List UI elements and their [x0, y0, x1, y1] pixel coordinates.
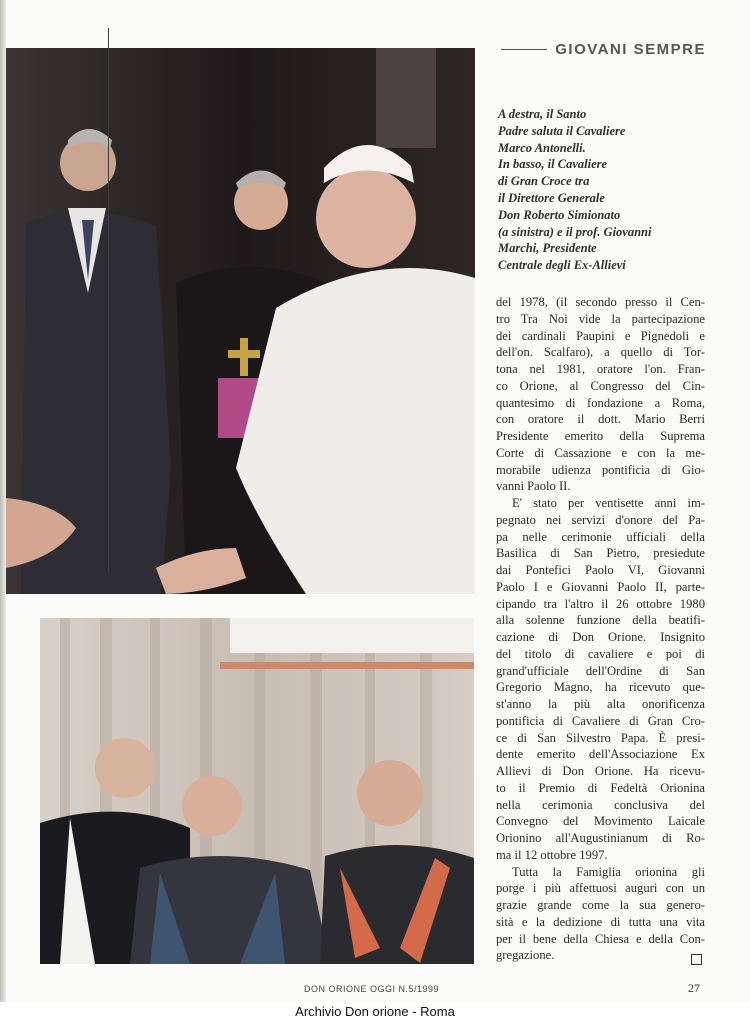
photo-group-ceremony-image	[40, 618, 474, 964]
article-line: tona nel 1981, oratore l'on. Fran-	[496, 362, 705, 376]
article-line: Corte di Cassazione e con la me-	[496, 445, 705, 460]
article-line: alla solenne funzione della beatifi-	[496, 613, 705, 628]
article-line: Orionino all'Augustinianum di Ro-	[496, 831, 705, 845]
photo-caption	[498, 106, 713, 274]
caption-line: (a sinistra) e il prof. Giovanni	[498, 224, 652, 239]
article-line: Convegno del Movimento Laicale	[496, 814, 705, 829]
article-line: E' stato per ventisette anni im-	[512, 496, 705, 510]
article-line: nella cerimonia conclusiva del	[496, 797, 705, 812]
photo-group-ceremony	[40, 618, 474, 964]
caption-line: Centrale degli Ex-Allievi	[498, 258, 626, 273]
header-rule	[501, 49, 547, 50]
caption-line: Marco Antonelli.	[498, 140, 586, 155]
article-line: Gregorio Magno, ha ricevuto que-	[496, 680, 705, 695]
caption-line: di Gran Croce tra	[498, 174, 590, 189]
article-line: dei cardinali Paupini e Pignedoli e	[496, 328, 705, 343]
archive-label: Archivio Don orione - Roma	[295, 1004, 455, 1019]
article-line: sità e la dedizione di tutta una vita	[496, 914, 705, 929]
article-line: per il bene della Chiesa e della Con-	[496, 931, 705, 946]
article-line: del 1978, (il secondo presso il Cen-	[496, 295, 705, 309]
caption-line: il Direttore Generale	[498, 190, 605, 205]
article-line: dell'on. Scalfaro), a quello di Tor-	[496, 345, 705, 360]
article-line: ma il 12 ottobre 1997.	[496, 847, 608, 862]
article-line: st'anno la più alta onorificenza	[496, 697, 705, 711]
article-line: Tutta la Famiglia orionina gli	[512, 864, 705, 879]
article-line: dente emerito dell'Associazione Ex	[496, 747, 705, 762]
article-line: con oratore il dott. Mario Berri	[496, 412, 705, 427]
article-line: del titolo di cavaliere e poi di	[496, 646, 705, 661]
caption-line: A destra, il Santo	[498, 107, 587, 121]
article-line: morabile udienza pontificia di Gio-	[496, 462, 705, 477]
article-line: pa nelle cerimonie ufficiali della	[496, 529, 705, 544]
gutter-line	[108, 28, 109, 573]
section-title: GIOVANI SEMPRE	[555, 40, 706, 58]
article-body	[496, 294, 705, 964]
article-line: cipando tra l'altro il 26 ottobre 1980	[496, 596, 705, 611]
caption-line: In basso, il Cavaliere	[498, 157, 608, 172]
article-line: dai Pontefici Paolo VI, Giovanni	[496, 563, 705, 577]
article-line: Paolo I e Giovanni Paolo II, parte-	[496, 579, 705, 594]
article-line: Basilica di San Pietro, presiedute	[496, 546, 705, 561]
photo-pope-greeting-image	[6, 48, 475, 594]
archive-watermark-bar	[0, 1002, 750, 1021]
article-line: co Orione, al Congresso del Cin-	[496, 378, 705, 393]
caption-line: Padre saluta il Cavaliere	[498, 123, 626, 138]
article-line: grand'ufficiale dell'Ordine di San	[496, 663, 705, 678]
article-line: Presidente emerito della Suprema	[496, 429, 705, 443]
section-header	[496, 38, 706, 60]
photo-pope-greeting	[6, 48, 475, 594]
article-line: cazione di Don Orione. Insignito	[496, 630, 705, 644]
end-of-article-mark	[691, 954, 702, 965]
article-line: porge i più affettuosi auguri con un	[496, 881, 705, 896]
article-line: pegnato nei servizi d'onore del Pa-	[496, 512, 705, 527]
article-line: tro Tra Noi vide la partecipazione	[496, 311, 705, 326]
article-line: Allievi di Don Orione. Ha ricevu-	[496, 764, 705, 778]
caption-line: Don Roberto Simionato	[498, 207, 621, 222]
article-line: pontificia di Cavaliere di Gran Cro-	[496, 713, 705, 728]
article-line: grazie grande come la sua genero-	[496, 898, 705, 912]
article-line: gregazione.	[496, 948, 555, 963]
caption-line: Marchi, Presidente	[498, 241, 597, 256]
article-line: quantesimo di fondazione a Roma,	[496, 395, 705, 410]
publication-footer: DON ORIONE OGGI N.5/1999	[304, 984, 440, 994]
article-line: vanni Paolo II.	[496, 479, 571, 494]
page-number: 27	[688, 981, 700, 995]
article-line: ce di San Silvestro Papa. È presi-	[496, 730, 705, 745]
article-line: to il Premio di Fedeltà Orionina	[496, 780, 705, 795]
